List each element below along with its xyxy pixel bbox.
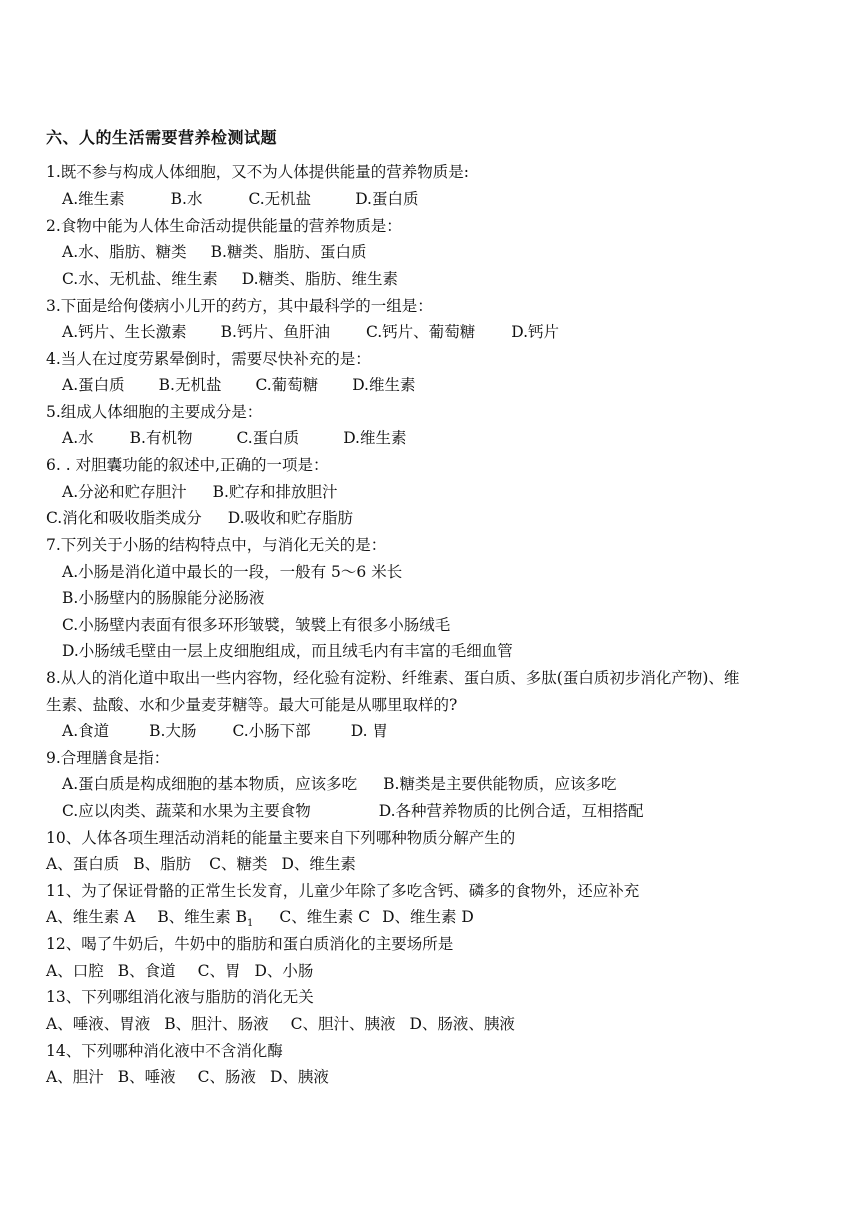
option-b: B.无机盐: [158, 376, 222, 394]
option-a: A.水、脂肪、糖类: [62, 243, 187, 261]
option-c: C、胆汁、胰液: [290, 1015, 396, 1033]
option-b: [157, 908, 254, 930]
question-12-stem: 12、喝了牛奶后，牛奶中的脂肪和蛋白质消化的主要场所是: [46, 935, 454, 953]
question-4-options: [62, 375, 416, 395]
option-a: A.食道: [62, 722, 110, 740]
question-9-options-row2: [62, 801, 644, 821]
option-d: D.维生素: [343, 429, 407, 447]
option-d: D、小肠: [254, 962, 314, 980]
question-13-stem: 13、下列哪组消化液与脂肪的消化无关: [46, 988, 314, 1006]
question-4-stem: 4.当人在过度劳累晕倒时，需要尽快补充的是：: [46, 350, 371, 368]
question-9-options-row1: [62, 774, 616, 794]
option-d: D.蛋白质: [355, 190, 419, 208]
option-c: C.消化和吸收脂类成分: [46, 509, 202, 527]
question-10-stem: 10、人体各项生理活动消耗的能量主要来自下列哪种物质分解产生的: [46, 829, 516, 847]
option-a: A、蛋白质: [46, 855, 120, 873]
option-a: A.蛋白质: [62, 376, 125, 394]
option-d: D.各种营养物质的比例合适，互相搭配: [378, 802, 644, 820]
option-a: A、胆汁: [46, 1068, 104, 1086]
option-a: A、维生素 A: [46, 908, 136, 926]
option-c: C.应以肉类、蔬菜和水果为主要食物: [62, 802, 311, 820]
option-b: B.水: [170, 190, 203, 208]
option-b-text: B、维生素 B: [157, 908, 248, 926]
option-b: B.有机物: [129, 429, 193, 447]
option-b: B、胆汁、肠液: [164, 1015, 269, 1033]
question-11-options: [46, 907, 474, 934]
question-9-stem: 9.合理膳食是指：: [46, 749, 170, 767]
option-b: B.糖类、脂肪、蛋白质: [210, 243, 367, 261]
option-d: D、肠液、胰液: [409, 1015, 515, 1033]
option-b: B.贮存和排放胆汁: [212, 483, 338, 501]
option-d: D、胰液: [269, 1068, 329, 1086]
question-7-stem: 7.下列关于小肠的结构特点中，与消化无关的是：: [46, 536, 387, 554]
question-8-stem-line2: 生素、盐酸、水和少量麦芽糖等。最大可能是从哪里取样的?: [46, 696, 458, 714]
question-7-option-a: A.小肠是消化道中最长的一段，一般有 5～6 米长: [62, 563, 403, 581]
question-7-option-c: C.小肠壁内表面有很多环形皱襞，皱襞上有很多小肠绒毛: [62, 616, 451, 634]
question-6-options-row2: [46, 508, 353, 528]
question-5-stem: 5.组成人体细胞的主要成分是：: [46, 403, 263, 421]
option-d: D、维生素: [281, 855, 356, 873]
option-d: D.钙片: [511, 323, 560, 341]
option-b: B.钙片、鱼肝油: [220, 323, 330, 341]
option-a: A.蛋白质是构成细胞的基本物质，应该多吃: [62, 775, 358, 793]
option-c: C.水、无机盐、维生素: [62, 270, 218, 288]
option-b: B、食道: [117, 962, 176, 980]
option-d: D、维生素 D: [382, 908, 474, 926]
option-a: A、口腔: [46, 962, 104, 980]
question-3-options: [62, 322, 559, 342]
question-5-options: [62, 428, 407, 448]
question-6-options-row1: [62, 482, 337, 502]
option-d: D.糖类、脂肪、维生素: [241, 270, 399, 288]
question-2-options-row2: [62, 269, 398, 289]
option-b-subscript: 1: [247, 918, 254, 930]
option-c: C.小肠下部: [232, 722, 311, 740]
question-14-options: [46, 1067, 329, 1087]
question-10-options: [46, 854, 356, 874]
question-2-stem: 2.食物中能为人体生命活动提供能量的营养物质是：: [46, 217, 402, 235]
option-a: A.分泌和贮存胆汁: [62, 483, 187, 501]
question-12-options: [46, 961, 313, 981]
option-b: B、脂肪: [133, 855, 192, 873]
question-7-option-b: B.小肠壁内的肠腺能分泌肠液: [62, 589, 265, 607]
question-3-stem: 3.下面是给佝偻病小儿开的药方，其中最科学的一组是：: [46, 297, 433, 315]
option-d: D.吸收和贮存脂肪: [227, 509, 354, 527]
option-a: A.维生素: [62, 190, 125, 208]
question-11-stem: 11、为了保证骨骼的正常生长发育，儿童少年除了多吃含钙、磷多的食物外，还应补充: [46, 882, 640, 900]
question-13-options: [46, 1014, 515, 1034]
question-2-options-row1: [62, 242, 366, 262]
question-14-stem: 14、下列哪种消化液中不含消化酶: [46, 1042, 283, 1060]
option-c: C.钙片、葡萄糖: [365, 323, 476, 341]
option-c: C、维生素 C: [279, 908, 371, 926]
option-c: C、胃: [197, 962, 241, 980]
question-8-stem-line1: 8.从人的消化道中取出一些内容物，经化验有淀粉、纤维素、蛋白质、多肽(蛋白质初步消化产物)、维: [46, 669, 740, 687]
question-1-stem: 1.既不参与构成人体细胞，又不为人体提供能量的营养物质是:: [46, 163, 470, 181]
option-c: C、糖类: [209, 855, 268, 873]
page-title: 六、人的生活需要营养检测试题: [46, 128, 278, 147]
option-d: D.维生素: [352, 376, 416, 394]
option-a: A、唾液、胃液: [46, 1015, 151, 1033]
option-c: C.无机盐: [248, 190, 312, 208]
question-7-option-d: D.小肠绒毛壁由一层上皮细胞组成，而且绒毛内有丰富的毛细血管: [62, 642, 513, 660]
option-c: C.葡萄糖: [255, 376, 319, 394]
option-b: B、唾液: [117, 1068, 176, 1086]
question-1-options: [62, 189, 419, 209]
question-8-options: [62, 721, 388, 741]
option-b: B.大肠: [149, 722, 197, 740]
question-6-stem: 6. . 对胆囊功能的叙述中,正确的一项是：: [46, 456, 329, 474]
option-c: C、肠液: [197, 1068, 256, 1086]
option-a: A.钙片、生长激素: [62, 323, 187, 341]
option-c: C.蛋白质: [236, 429, 300, 447]
option-d: D. 胃: [350, 722, 388, 740]
option-b: B.糖类是主要供能物质，应该多吃: [383, 775, 617, 793]
option-a: A.水: [62, 429, 94, 447]
